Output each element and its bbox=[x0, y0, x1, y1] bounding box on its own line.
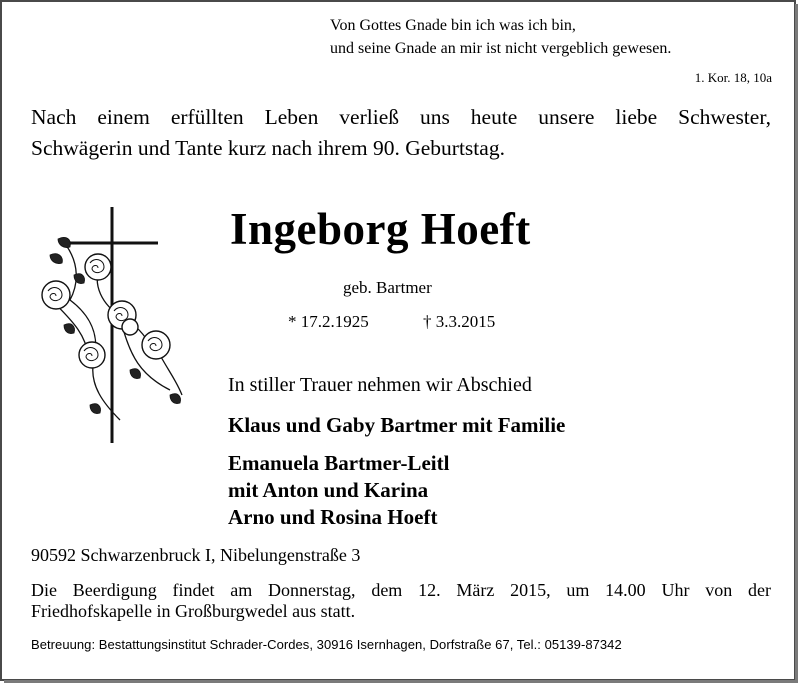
bible-verse bbox=[330, 14, 770, 60]
death-date: † 3.3.2015 bbox=[423, 312, 496, 331]
funeral-home-info: Betreuung: Bestattungsinstitut Schrader-Cordes, 30916 Isernhagen, Dorfstraße 67, Tel.: 05139-87342 bbox=[31, 637, 622, 652]
family-line-2: Emanuela Bartmer-Leitl bbox=[228, 451, 450, 475]
funeral-line-2: Friedhofskapelle in Großburgwedel aus statt. bbox=[31, 601, 356, 621]
birth-date: * 17.2.1925 bbox=[288, 312, 369, 331]
family-line-3: mit Anton und Karina bbox=[228, 478, 429, 502]
intro-line-2: Schwägerin und Tante kurz nach ihrem 90. Geburtstag. bbox=[31, 136, 505, 160]
family-line-4: Arno und Rosina Hoeft bbox=[228, 505, 438, 529]
family-line-1: Klaus und Gaby Bartmer mit Familie bbox=[228, 413, 566, 437]
deceased-name: Ingeborg Hoeft bbox=[230, 204, 531, 254]
verse-reference: 1. Kor. 18, 10a bbox=[694, 70, 772, 85]
address: 90592 Schwarzenbruck I, Nibelungenstraße 3 bbox=[31, 545, 361, 565]
funeral-line-1: Die Beerdigung findet am Donnerstag, dem 12. März 2015, um 14.00 Uhr von der bbox=[31, 580, 771, 600]
intro-line-1: Nach einem erfüllten Leben verließ uns heute unsere liebe Schwester, bbox=[31, 105, 771, 129]
born-name: geb. Bartmer bbox=[343, 278, 432, 297]
mourning-line: In stiller Trauer nehmen wir Abschied bbox=[228, 374, 532, 396]
intro-text bbox=[31, 102, 771, 164]
funeral-info bbox=[31, 580, 771, 622]
verse-line-1: Von Gottes Gnade bin ich was ich bin, bbox=[330, 17, 576, 34]
verse-line-2: und seine Gnade an mir ist nicht vergeblich gewesen. bbox=[330, 40, 672, 57]
cross-roses-icon bbox=[30, 205, 190, 445]
